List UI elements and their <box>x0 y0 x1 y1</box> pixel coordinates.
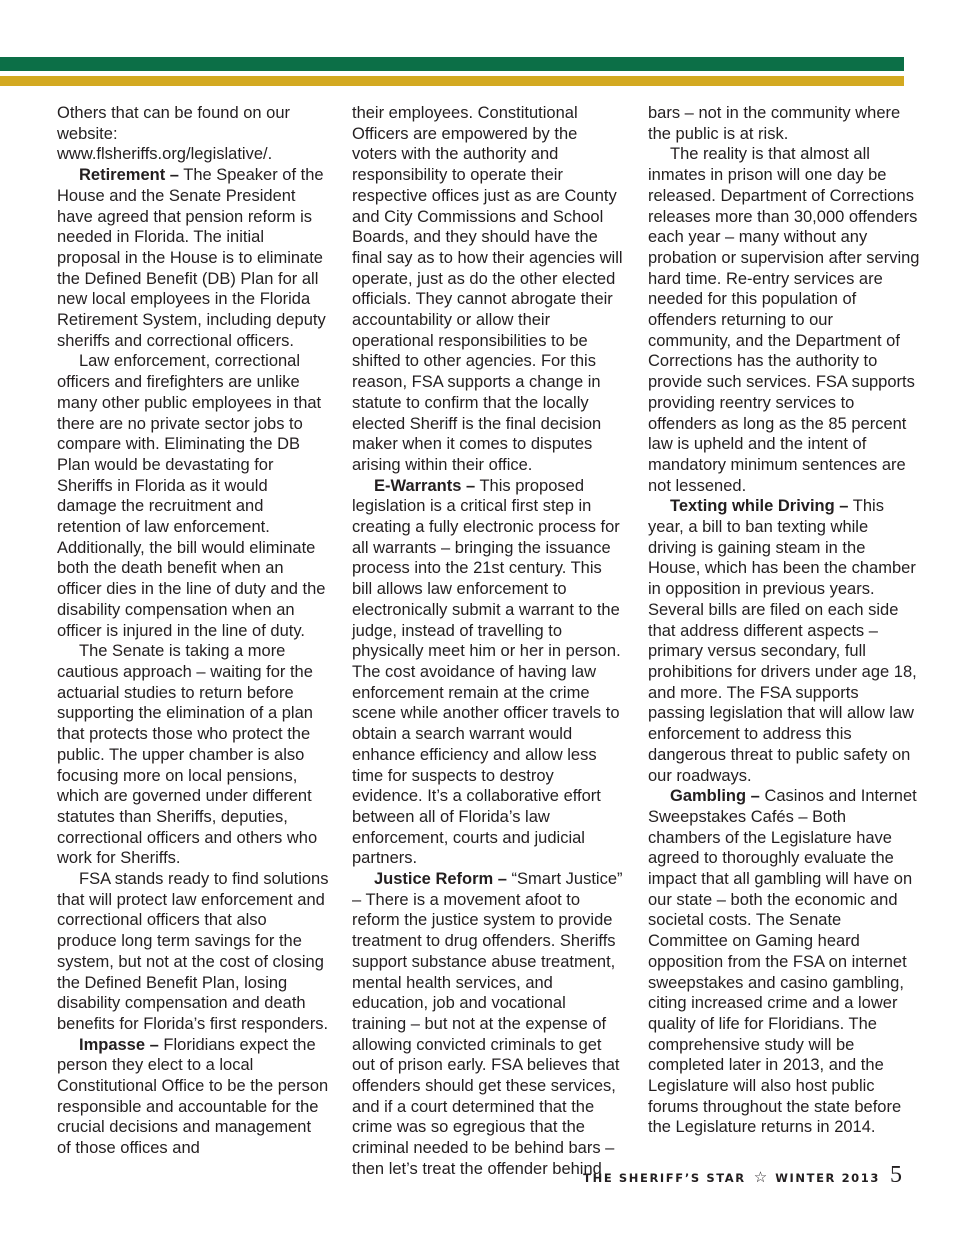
header-band-gold <box>0 76 904 86</box>
section-heading-gambling: Gambling – <box>670 787 760 806</box>
paragraph: The reality is that almost all inmates in prison will one day be released. Department of Corrections releases more than 30,000 offenders each year – many without any probation or supervision after serving hard time. Re-entry services are needed for this population of offenders returning to our community, and the Department of Corrections has the authority to provide such services. FSA supports providing reentry services to offenders as long as the 85 percent law is upheld and the intent of mandatory minimum sentences are not lessened. <box>648 145 920 495</box>
article-column-2 <box>352 103 624 1180</box>
section-heading-retirement: Retirement – <box>79 166 179 185</box>
page-footer <box>583 1162 902 1189</box>
paragraph-body: “Smart Justice” – There is a movement afoot to reform the justice system to provide treatment to drug offenders. Sheriffs support substance abuse treatment, mental health services, and education, job and vocational training – but not at the expense of allowing convicted criminals to get out of prison early. FSA believes that offenders should get these services, and if a court determined that the crime was so egregious that the criminal needed to be behind bars – then let’s treat the offender behind <box>352 870 623 1178</box>
section-heading-texting: Texting while Driving – <box>670 497 849 516</box>
paragraph: Others that can be found on our website: www.flsheriffs.org/legislative/. <box>57 104 290 164</box>
star-icon: ☆ <box>753 1168 768 1186</box>
paragraph-body: Casinos and Internet Sweepstakes Cafés – Both chambers of the Legislature have agreed to thoroughly evaluate the impact that all gambling will have on our state – both the economic and societal costs. The Senate Committee on Gaming heard opposition from the FSA on internet sweepstakes and casino gambling, citing increased crime and a lower quality of life for Floridians. The comprehensive study will be completed later in 2013, and the Legislature will also host public forums throughout the state before the Legislature returns in 2014. <box>648 787 917 1137</box>
issue-label: WINTER 2013 <box>775 1171 880 1185</box>
paragraph-body: This year, a bill to ban texting while driving is gaining steam in the House, which has been the chamber in opposition in previous years. Several bills are filed on each side that address different aspects – primary versus secondary, full prohibitions for drivers under age 18, and more. The FSA supports passing legislation that will allow law enforcement to address this dangerous threat to public safety on our roadways. <box>648 497 917 785</box>
section-heading-e-warrants: E-Warrants – <box>374 476 476 495</box>
paragraph-retirement <box>57 165 329 351</box>
paragraph: their employees. Constitutional Officers are empowered by the voters with the authority and responsibility to operate their respective offices just as are County and City Commissions and School Boards, and they should have the final say as to how their agencies will operate, just as do the other elected officials. They cannot abrogate their accountability or allow their operational responsibilities to be shifted to other agencies. For this reason, FSA supports a change in statute to confirm that the locally elected Sheriff is the final decision maker when it comes to disputes arising within their office. <box>352 104 623 474</box>
paragraph: FSA stands ready to find solutions that will protect law enforcement and correctional officers that also produce long term savings for the system, but not at the cost of closing the Defined Benefit Plan, losing disability compensation and death benefits for Florida’s first responders. <box>57 870 329 1033</box>
paragraph-justice-reform <box>352 869 624 1180</box>
paragraph-gambling <box>648 786 920 1138</box>
paragraph-impasse <box>57 1035 329 1159</box>
paragraph: Law enforcement, correctional officers and firefighters are unlike many other public employees in that there are no private sector jobs to compare with. Eliminating the DB Plan would be devastating for Sheriffs in Florida as it would damage the recruitment and retention of law enforcement. Additionally, the bill would eliminate both the death benefit when an officer dies in the line of duty and the disability compensation when an officer is injured in the line of duty. <box>57 352 326 640</box>
section-heading-impasse: Impasse – <box>79 1035 159 1054</box>
paragraph-body: Floridians expect the person they elect to a local Constitutional Office to be the person responsible and accountable for the crucial decisions and management of those offices and <box>57 1035 329 1158</box>
page-number: 5 <box>890 1162 902 1188</box>
publication-name: THE SHERIFF’S STAR <box>583 1171 746 1185</box>
paragraph-e-warrants <box>352 476 624 869</box>
article-column-3 <box>648 103 920 1138</box>
paragraph-body: The Speaker of the House and the Senate President have agreed that pension reform is needed in Florida. The initial proposal in the House is to eliminate the Defined Benefit (DB) Plan for all new local employees in the Florida Retirement System, including deputy sheriffs and correctional officers. <box>57 166 326 350</box>
paragraph: The Senate is taking a more cautious approach – waiting for the actuarial studies to return before supporting the elimination of a plan that protects those who protect the public. The upper chamber is also focusing more on local pensions, which are governed under different statutes than Sheriffs, deputies, correctional officers and others who work for Sheriffs. <box>57 642 318 868</box>
header-band-green <box>0 57 904 71</box>
paragraph-body: This proposed legislation is a critical first step in creating a fully electronic process for all warrants – bringing the issuance process into the 21st century. This bill allows law enforcement to electronically submit a warrant to the judge, instead of travelling to physically meet him or her in person. The cost avoidance of having law enforcement remain at the crime scene while another officer travels to obtain a search warrant would enhance efficiency and allow less time for suspects to destroy evidence. It’s a collaborative effort between all of Florida’s law enforcement, courts and judicial partners. <box>352 476 621 868</box>
article-column-1 <box>57 103 329 1159</box>
paragraph: bars – not in the community where the public is at risk. <box>648 104 901 143</box>
paragraph-texting <box>648 496 920 786</box>
section-heading-justice-reform: Justice Reform – <box>374 870 507 889</box>
